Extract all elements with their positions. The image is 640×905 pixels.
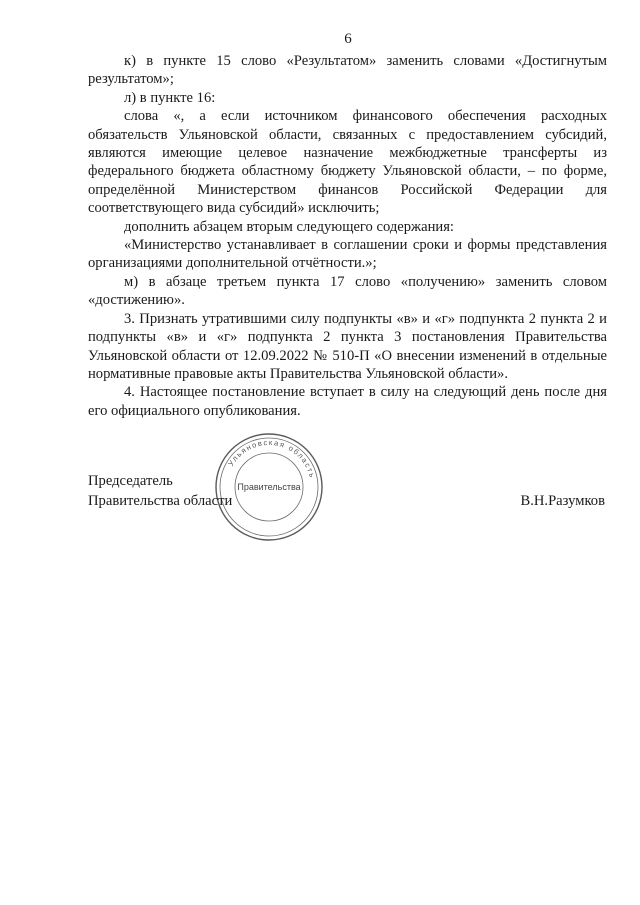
paragraph-4: 4. Настоящее постановление вступает в силу на следующий день после дня его официального опубликования.	[88, 384, 607, 419]
paragraph-l-add: дополнить абзацем вторым следующего содержания:	[124, 218, 454, 235]
paragraph-k: к) в пункте 15 слово «Результатом» заменить словами «Достигнутым результатом»;	[88, 53, 607, 88]
paragraph-l: л) в пункте 16:	[124, 89, 216, 106]
page-number: 6	[344, 31, 352, 47]
signatory-title-line2: Правительства области	[88, 493, 233, 509]
signatory-name: В.Н.Разумков	[520, 493, 605, 509]
paragraph-3: 3. Признать утратившими силу подпункты «в» и «г» подпункта 2 пункта 2 и подпункты «в» и «г» подпункта 2 пункта 3 постановления Правительства Ульяновской области от 12.09.2022 № 510-П «О внесении изменений в отдельные нормативные правовые акты Правительства Ульяновской области».	[88, 310, 607, 382]
paragraph-m: м) в абзаце третьем пункта 17 слово «получению» заменить словом «достижению».	[88, 273, 607, 309]
seal-ring-text: Ульяновская область	[226, 437, 318, 480]
paragraph-l-words: слова «, а если источником финансового обеспечения расходных обязательств Ульяновской области, связанных с предоставлением субсидий, являются имеющие целевое назначение межбюджетные трансферты из федерального бюджета областному бюджету Ульяновской области, – по форме, определённой Министерством финансов Российской Федерации для соответствующего вида субсидий» исключить;	[88, 108, 607, 217]
signature-block	[88, 471, 607, 511]
document-body	[88, 52, 607, 420]
paragraph-l-quote: «Министерство устанавливает в соглашении сроки и формы представления организациями дополнительной отчётности.»;	[88, 237, 607, 272]
seal-center-text: Правительства	[237, 482, 301, 492]
signatory-title-line1: Председатель	[88, 473, 173, 489]
